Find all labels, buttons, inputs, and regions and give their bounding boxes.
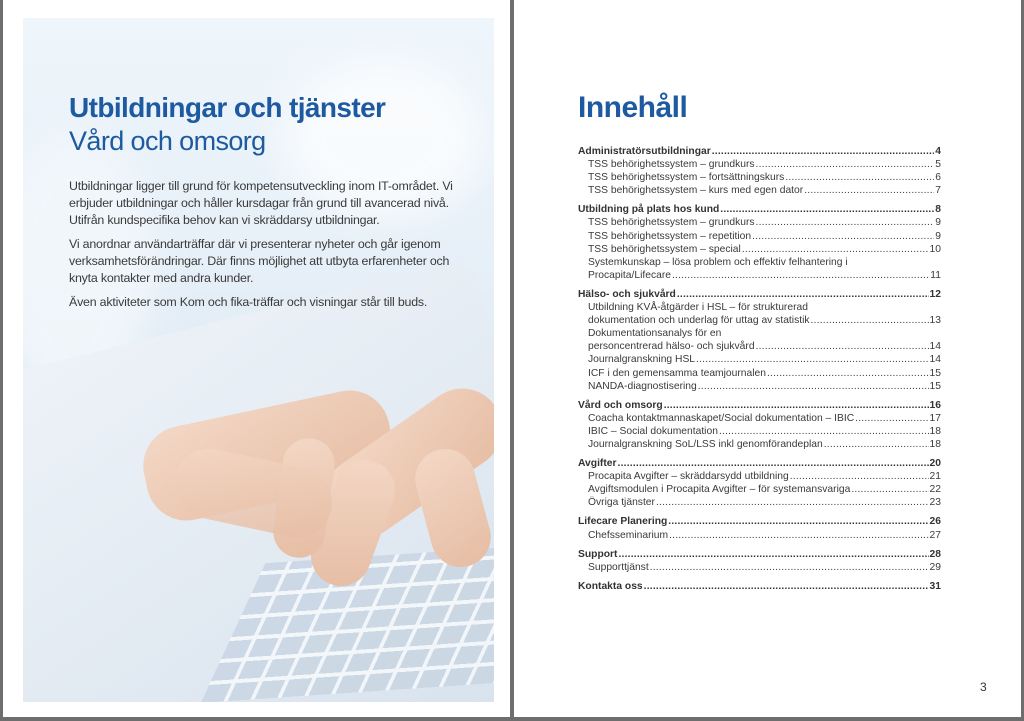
dot-leader: [720, 204, 934, 216]
toc-section: [578, 580, 941, 593]
dot-leader: [855, 413, 928, 425]
toc-entry-label: Utbildning på plats hos kund: [578, 204, 720, 216]
toc-entry[interactable]: [578, 412, 941, 425]
toc-section: [578, 457, 941, 509]
dot-leader: [712, 146, 935, 158]
toc-entry-label: Supporttjänst: [588, 561, 649, 573]
toc-page-number: 31: [929, 580, 941, 592]
toc-section: [578, 203, 941, 282]
intro-text: [69, 178, 469, 318]
toc-entry[interactable]: [578, 216, 941, 229]
toc-page-number: 9: [935, 217, 941, 229]
toc-entry[interactable]: [578, 158, 941, 171]
toc-page-number: 23: [929, 497, 941, 509]
toc-section-heading[interactable]: [578, 288, 941, 301]
toc-section: [578, 145, 941, 197]
toc-entry-label: Lifecare Planering: [578, 516, 668, 528]
dot-leader: [664, 400, 929, 412]
toc-entry-label: Hälso- och sjukvård: [578, 288, 676, 300]
toc-entry-label: personcentrerad hälso- och sjukvård: [588, 341, 755, 353]
dot-leader: [656, 497, 929, 509]
dot-leader: [756, 159, 935, 171]
toc-entry-label: Support: [578, 548, 618, 560]
toc-entry-label: TSS behörighetssystem – grundkurs: [588, 217, 755, 229]
toc-entry-label: Coacha kontaktmannaskapet/Social dokumentation – IBIC: [588, 412, 855, 424]
left-page: [3, 0, 510, 717]
toc-entry-label: ICF i den gemensamma teamjournalen: [588, 367, 766, 379]
toc-entry-label: TSS behörighetssystem – kurs med egen dator: [588, 185, 804, 197]
dot-leader: [756, 341, 929, 353]
toc-entry-label-line: Systemkunskap – lösa problem och effektiv felhantering i: [588, 256, 848, 268]
page-title: Utbildningar och tjänster: [69, 92, 386, 123]
dot-leader: [719, 426, 929, 438]
toc-section-heading[interactable]: [578, 515, 941, 528]
toc-entry-label: Journalgranskning SoL/LSS inkl genomförandeplan: [588, 438, 823, 450]
toc-page-number: 18: [929, 438, 941, 450]
toc-section: [578, 548, 941, 574]
toc-entry[interactable]: [578, 340, 941, 353]
toc-entry-label: Övriga tjänster: [588, 497, 655, 509]
toc-section-heading[interactable]: [578, 399, 941, 412]
page-subtitle: Vård och omsorg: [69, 126, 266, 156]
toc-entry-label: Chefsseminarium: [588, 529, 669, 541]
dot-leader: [824, 439, 929, 451]
toc-section-heading[interactable]: [578, 580, 941, 593]
toc-page-number: 17: [929, 412, 941, 424]
toc-page-number: 4: [935, 146, 941, 157]
dot-leader: [785, 172, 934, 184]
toc-entry-label: TSS behörighetssystem – repetition: [588, 230, 752, 242]
toc-entry-label: Vård och omsorg: [578, 399, 663, 411]
toc-entry[interactable]: [578, 529, 941, 542]
toc-page-number: 10: [929, 243, 941, 255]
toc-entry[interactable]: [578, 269, 941, 282]
toc-entry[interactable]: [578, 171, 941, 184]
toc-title: Innehåll: [578, 91, 688, 124]
dot-leader: [672, 270, 929, 282]
toc-section: [578, 399, 941, 451]
toc-entry-label: Avgiftsmodulen i Procapita Avgifter – för systemansvariga: [588, 484, 851, 496]
toc-page-number: 11: [930, 269, 941, 281]
dot-leader: [851, 484, 928, 496]
dot-leader: [804, 185, 934, 197]
toc-entry[interactable]: [578, 353, 941, 366]
toc-entry-label-line: Dokumentationsanalys för en: [588, 328, 722, 340]
toc-entry[interactable]: [578, 367, 941, 380]
toc-entry[interactable]: [578, 243, 941, 256]
toc-page-number: 28: [929, 548, 941, 560]
toc-entry-label: Kontakta oss: [578, 580, 643, 592]
toc-page-number: 5: [935, 159, 941, 171]
dot-leader: [698, 381, 929, 393]
dot-leader: [696, 355, 928, 367]
toc-section-heading[interactable]: [578, 457, 941, 470]
toc-entry-label: Procapita Avgifter – skräddarsydd utbildning: [588, 471, 789, 483]
toc-entry-label: Administratörsutbildningar: [578, 146, 711, 157]
dot-leader: [677, 289, 929, 301]
intro-paragraph: Utbildningar ligger till grund för kompetensutveckling inom IT-området. Vi erbjuder utbildningar och håller kursdagar från grund till avancerad nivå. Utifrån kundspecifika behov kan vi skräddarsy utbildningar.: [69, 179, 453, 227]
right-page: [514, 0, 1021, 717]
toc-entry-label: Avgifter: [578, 458, 617, 470]
dot-leader: [618, 549, 928, 561]
table-of-contents: [578, 145, 941, 599]
toc-entry[interactable]: [578, 483, 941, 496]
toc-entry[interactable]: [578, 230, 941, 243]
dot-leader: [767, 368, 929, 380]
toc-entry-label: Procapita/Lifecare: [588, 269, 671, 281]
page-number: 3: [980, 680, 987, 694]
toc-page-number: 14: [929, 341, 941, 353]
toc-entry[interactable]: [578, 561, 941, 574]
dot-leader: [668, 517, 928, 529]
toc-entry[interactable]: [578, 184, 941, 197]
toc-entry[interactable]: [578, 496, 941, 509]
dot-leader: [790, 471, 929, 483]
toc-page-number: 6: [935, 172, 941, 184]
toc-page-number: 16: [929, 399, 941, 411]
toc-page-number: 9: [935, 230, 941, 242]
toc-page-number: 20: [929, 458, 941, 470]
toc-entry-label: IBIC – Social dokumentation: [588, 425, 718, 437]
dot-leader: [752, 231, 934, 243]
toc-entry-label: Journalgranskning HSL: [588, 354, 696, 366]
toc-page-number: 15: [929, 367, 941, 379]
toc-entry[interactable]: [578, 438, 941, 451]
toc-entry-label: TSS behörighetssystem – fortsättningskurs: [588, 172, 785, 184]
intro-paragraph: Vi anordnar användarträffar där vi presenterar nyheter och går igenom verksamhetsförändringar. Där finns möjlighet att utbyta erfarenheter och knyta kontakter med andra kunder.: [69, 237, 450, 285]
intro-paragraph: Även aktiviteter som Kom och fika-träffar och visningar står till buds.: [69, 295, 428, 309]
toc-section-heading[interactable]: [578, 203, 941, 216]
toc-page-number: 26: [929, 516, 941, 528]
dot-leader: [742, 244, 929, 256]
toc-entry[interactable]: [578, 380, 941, 393]
toc-page-number: 12: [929, 288, 941, 300]
toc-section: [578, 288, 941, 393]
toc-page-number: 7: [935, 185, 941, 197]
toc-section-heading[interactable]: [578, 548, 941, 561]
toc-page-number: 8: [935, 204, 941, 216]
toc-section: [578, 515, 941, 541]
toc-entry-label-line: Utbildning KVÅ-åtgärder i HSL – för strukturerad: [588, 302, 808, 314]
toc-entry-label: NANDA-diagnostisering: [588, 380, 697, 392]
toc-entry-label: TSS behörighetssystem – grundkurs: [588, 159, 755, 171]
toc-entry-label: dokumentation och underlag för uttag av statistik: [588, 315, 810, 327]
toc-page-number: 21: [929, 471, 941, 483]
toc-entry[interactable]: [578, 425, 941, 438]
toc-page-number: 29: [929, 561, 941, 573]
dot-leader: [811, 315, 929, 327]
dot-leader: [756, 218, 935, 230]
dot-leader: [618, 458, 929, 470]
dot-leader: [650, 562, 929, 574]
toc-entry[interactable]: [578, 314, 941, 327]
toc-page-number: 14: [929, 354, 941, 366]
toc-page-number: 15: [929, 380, 941, 392]
toc-section-heading[interactable]: [578, 145, 941, 158]
toc-entry[interactable]: [578, 470, 941, 483]
dot-leader: [669, 530, 928, 542]
dot-leader: [644, 581, 929, 593]
toc-page-number: 22: [929, 484, 941, 496]
toc-page-number: 18: [929, 425, 941, 437]
toc-entry-label: TSS behörighetssystem – special: [588, 243, 741, 255]
toc-page-number: 13: [929, 315, 941, 327]
toc-page-number: 27: [929, 529, 941, 541]
